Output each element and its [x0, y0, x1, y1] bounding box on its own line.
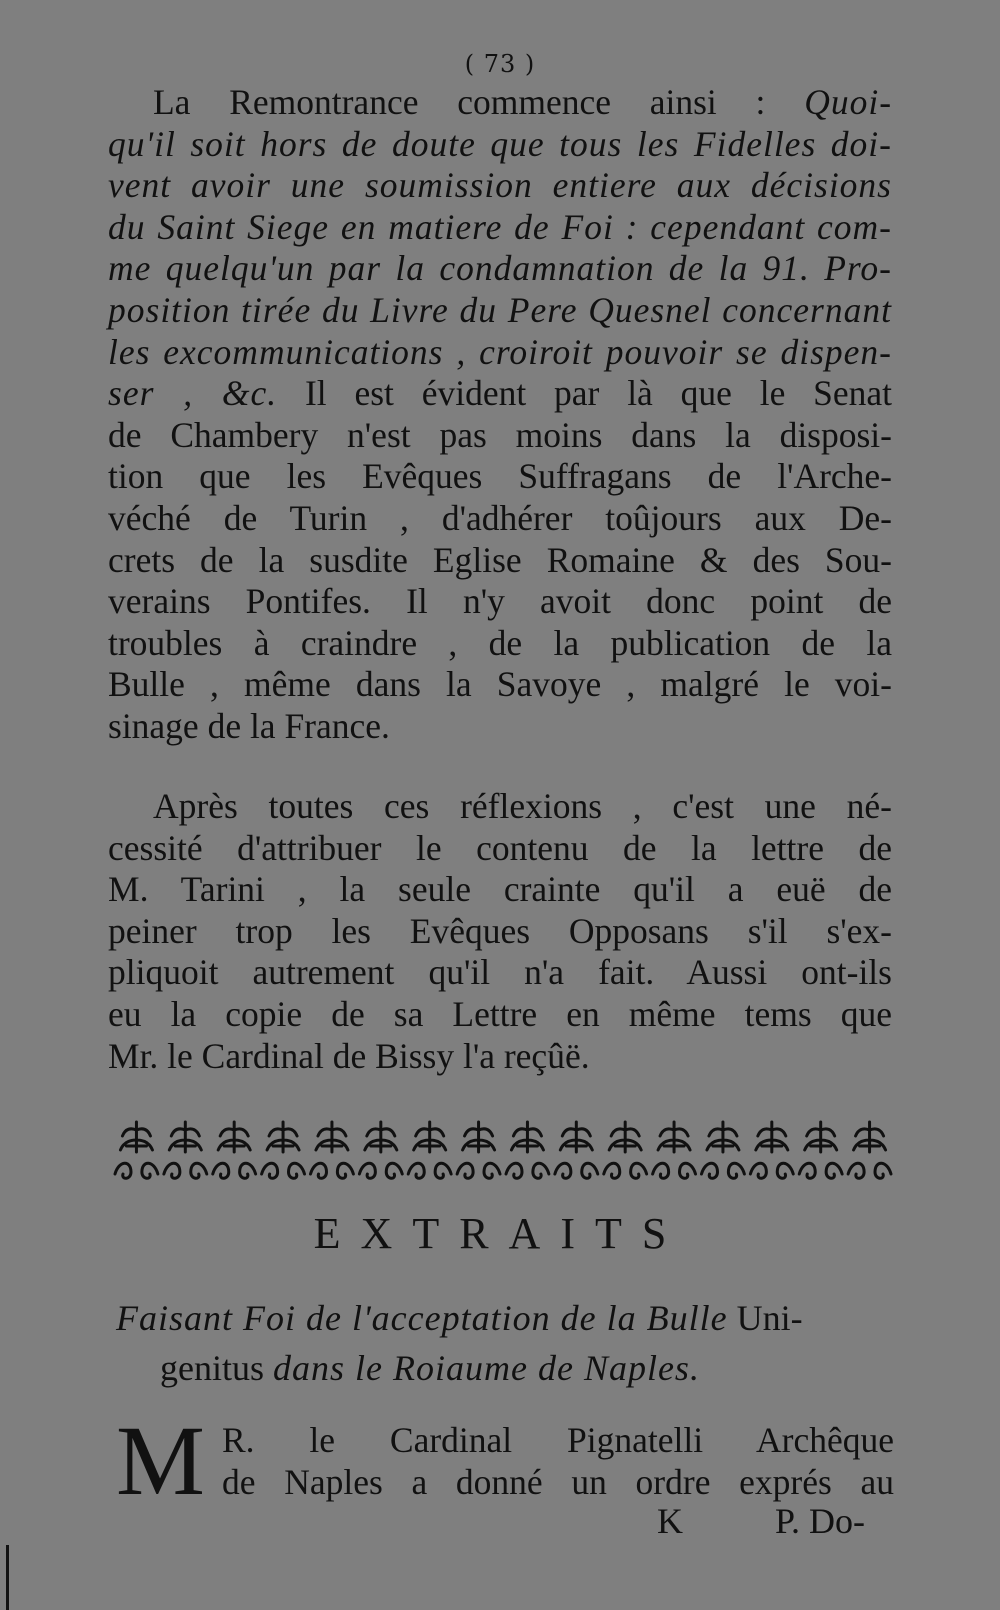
paragraph-remontrance: [108, 82, 892, 748]
subtitle-line: genitus dans le Roiaume de Naples.: [160, 1348, 700, 1388]
text-line: eu la copie de sa Lettre en même tems que: [108, 993, 892, 1034]
fleuron-icon: [848, 1122, 891, 1178]
text-line: ser , &c. Il est évident par là que le Senat: [108, 373, 893, 414]
text-line: verains Pontifes. Il n'y avoit donc point de: [108, 581, 892, 622]
fleuron-icon: [555, 1122, 598, 1178]
fleuron-icon: [115, 1122, 158, 1178]
fleuron-icon: [262, 1122, 305, 1178]
page-number: ( 73 ): [464, 50, 536, 78]
fleuron-icon: [213, 1122, 256, 1178]
text-line: tion que les Evêques Suffragans de l'Arche-: [108, 456, 892, 497]
text-line: qu'il soit hors de doute que tous les Fidelles doi-: [108, 123, 892, 164]
fleuron-icon: [164, 1122, 207, 1178]
text-line: pliquoit autrement qu'il n'a fait. Aussi ont-ils: [108, 952, 892, 993]
fleuron-icon: [408, 1122, 451, 1178]
text-line: position tirée du Livre du Pere Quesnel concernant: [108, 289, 892, 330]
paragraph-reflexions: [108, 786, 892, 1077]
text-line: les excommunications , croiroit pouvoir se dispen-: [108, 331, 892, 372]
text-line: de Naples a donné un ordre exprés au: [222, 1461, 894, 1502]
text-line: peiner trop les Evêques Opposans s'il s'ex-: [108, 910, 892, 951]
text-line: La Remontrance commence ainsi : Quoi-: [153, 82, 893, 122]
fleuron-icon: [506, 1122, 549, 1178]
fleuron-icon: [359, 1122, 402, 1178]
fleuron-icon: [457, 1122, 500, 1178]
section-subtitle: [116, 1293, 896, 1393]
fleuron-icon: [653, 1122, 696, 1178]
text-line: troubles à craindre , de la publication de la: [108, 622, 892, 663]
fleuron-icon: [702, 1122, 745, 1178]
section-heading: EXTRAITS: [313, 1209, 687, 1258]
fleuron-icon: [750, 1122, 793, 1178]
text-line: de Chambery n'est pas moins dans la disposi-: [108, 414, 892, 455]
text-line: Bulle , même dans la Savoye , malgré le voi-: [108, 664, 892, 705]
text-line: véché de Turin , d'adhérer toûjours aux De-: [108, 497, 892, 538]
text-line: sinage de la France.: [108, 705, 390, 746]
text-line: me quelqu'un par la condamnation de la 91. Pro-: [108, 248, 892, 289]
fleuron-ornament-band: [112, 1116, 894, 1190]
text-line: Mr. le Cardinal de Bissy l'a reçûë.: [108, 1035, 590, 1076]
text-line: crets de la susdite Eglise Romaine & des Sou-: [108, 539, 892, 580]
subtitle-line: Faisant Foi de l'acceptation de la Bulle Uni-: [116, 1298, 803, 1338]
drop-cap: M: [116, 1405, 195, 1516]
paragraph-naples: [222, 1420, 894, 1503]
fleuron-icon: [799, 1122, 842, 1178]
text-line: R. le Cardinal Pignatelli Archêque: [222, 1420, 894, 1460]
binding-edge-mark: [6, 1545, 9, 1610]
text-line: vent avoir une soumission entiere aux décisions: [108, 165, 892, 206]
text-line: cessité d'attribuer le contenu de la lettre de: [108, 827, 892, 868]
catchword: P. Do-: [775, 1501, 866, 1541]
text-line: du Saint Siege en matiere de Foi : cependant com-: [108, 206, 892, 247]
text-line: Après toutes ces réflexions , c'est une né-: [153, 786, 892, 826]
fleuron-icon: [604, 1122, 647, 1178]
text-line: M. Tarini , la seule crainte qu'il a euë de: [108, 869, 892, 910]
fleuron-icon: [311, 1122, 354, 1178]
signature-mark: K: [657, 1501, 683, 1541]
